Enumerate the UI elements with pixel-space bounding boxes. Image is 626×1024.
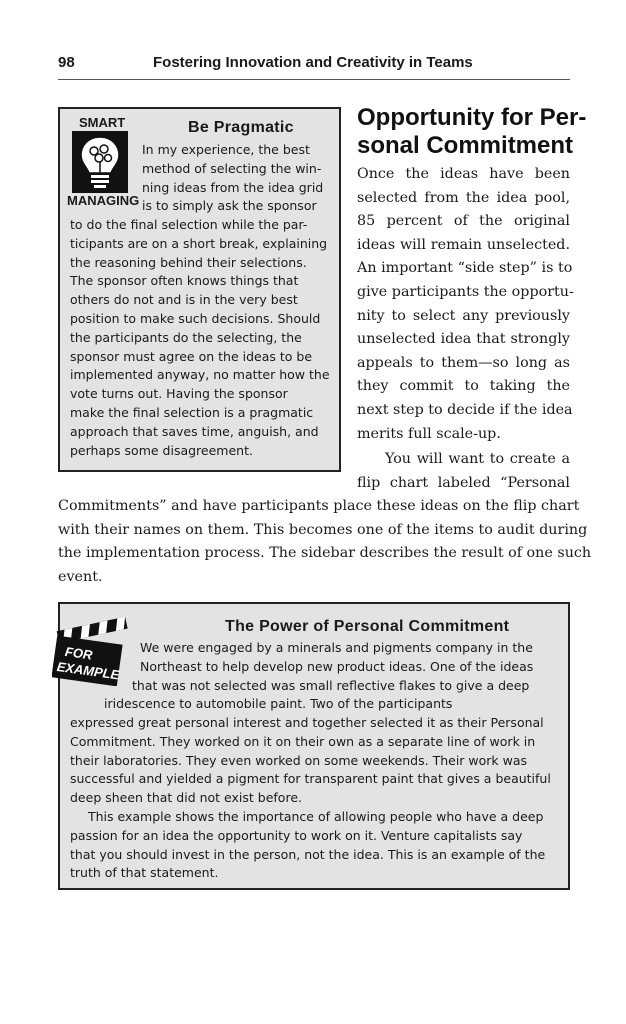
sidebar-line: ning ideas from the idea grid — [142, 179, 324, 195]
example-title: The Power of Personal Commitment — [225, 618, 510, 635]
column-line: they commit to taking the — [357, 378, 570, 395]
full-width-paragraph — [58, 495, 592, 589]
column-line: flip chart labeled “Personal — [357, 474, 570, 491]
sidebar-line: vote turns out. Having the sponsor — [70, 386, 288, 402]
column-line: unselected idea that strongly — [357, 331, 570, 348]
column-line: merits full scale-up. — [357, 425, 501, 442]
column-line: appeals to them—so long as — [357, 354, 570, 371]
smart-managing-sidebar — [58, 107, 341, 472]
clapperboard-icon — [52, 604, 134, 686]
sidebar-title: Be Pragmatic — [188, 119, 294, 136]
sidebar-line: make the final selection is a pragmatic — [70, 404, 314, 420]
column-line: Once the ideas have been — [357, 166, 570, 182]
column-line: next step to decide if the idea — [357, 401, 573, 418]
column-line: ideas will remain unselected. — [357, 236, 570, 253]
column-line: give participants the opportu- — [357, 283, 574, 300]
sidebar-line: approach that saves time, anguish, and — [70, 423, 319, 439]
sidebar-line: perhaps some disagreement. — [70, 442, 253, 458]
running-head — [58, 54, 570, 80]
sidebar-label-managing: MANAGING — [67, 193, 140, 208]
sidebar-text-top — [142, 141, 323, 216]
section-heading — [357, 104, 586, 160]
sidebar-line: implemented anyway, no matter how the — [70, 367, 330, 383]
example-line: We were engaged by a minerals and pigments company in the — [140, 640, 533, 655]
sidebar-line: method of selecting the win- — [142, 160, 322, 176]
sidebar-line: In my experience, the best — [142, 142, 310, 157]
section-heading-line: Opportunity for Per- — [357, 104, 587, 131]
example-line: This example shows the importance of allowing people who have a deep — [88, 808, 544, 824]
example-line: Northeast to help develop new product ideas. One of the ideas — [140, 658, 534, 674]
sidebar-line: sponsor must agree on the ideas to be — [70, 348, 313, 364]
sidebar-line: to do the final selection while the par- — [70, 217, 308, 232]
column-line: nity to select any previously — [357, 307, 570, 324]
example-line: that you should invest in the person, not the idea. This is an example of the — [70, 846, 546, 862]
example-line: their laboratories. They even worked on some weekends. Their work was — [70, 752, 528, 768]
column-line: selected from the idea pool, — [357, 189, 570, 206]
body-line: with their names on them. This becomes one of the items to audit during — [58, 521, 588, 538]
sidebar-line: others do not and is in the very best — [70, 292, 298, 308]
for-example-label-line1: FOR — [64, 643, 94, 663]
page-number: 98 — [58, 54, 75, 71]
for-example-label-line2: EXAMPLE — [55, 658, 121, 683]
example-line: Commitment. They worked on it on their own as a separate line of work in — [70, 733, 536, 749]
example-text-bottom — [70, 714, 551, 883]
sidebar-line: The sponsor often knows things that — [70, 273, 299, 289]
example-line: truth of that statement. — [70, 865, 219, 881]
sidebar-line: ticipants are on a short break, explaining — [70, 235, 328, 251]
example-text-top — [104, 639, 534, 714]
example-line: iridescence to automobile paint. Two of the participants — [104, 696, 453, 712]
column-paragraph-2 — [357, 448, 570, 495]
example-line: passion for an idea the opportunity to work on it. Venture capitalists say — [70, 827, 523, 843]
body-line: the implementation process. The sidebar describes the result of one such — [58, 545, 592, 562]
sidebar-line: is to simply ask the sponsor — [142, 198, 317, 214]
sidebar-line: the reasoning behind their selections. — [70, 254, 307, 270]
column-line: 85 percent of the original — [357, 213, 570, 230]
example-line: deep sheen that did not exist before. — [70, 790, 302, 806]
example-line: that was not selected was small reflective flakes to give a deep — [132, 677, 530, 693]
sidebar-line: the participants do the selecting, the — [70, 329, 302, 345]
sidebar-label-smart: SMART — [79, 115, 126, 130]
lightbulb-brain-icon — [70, 131, 130, 193]
column-line: You will want to create a — [385, 451, 570, 467]
column-line: An important “side step” is to — [357, 260, 573, 277]
example-line: expressed great personal interest and together selected it as their Personal — [70, 715, 544, 730]
sidebar-text-bottom — [70, 216, 330, 460]
running-title: Fostering Innovation and Creativity in Teams — [153, 54, 473, 71]
for-example-box — [55, 602, 570, 890]
example-line: successful and yielded a pigment for transparent paint that gives a beautiful — [70, 771, 551, 787]
section-heading-line: sonal Commitment — [357, 132, 574, 159]
body-line: Commitments” and have participants place these ideas on the flip chart — [58, 498, 580, 514]
body-line: event. — [58, 568, 103, 585]
column-paragraph — [357, 163, 574, 446]
sidebar-line: position to make such decisions. Should — [70, 310, 321, 326]
